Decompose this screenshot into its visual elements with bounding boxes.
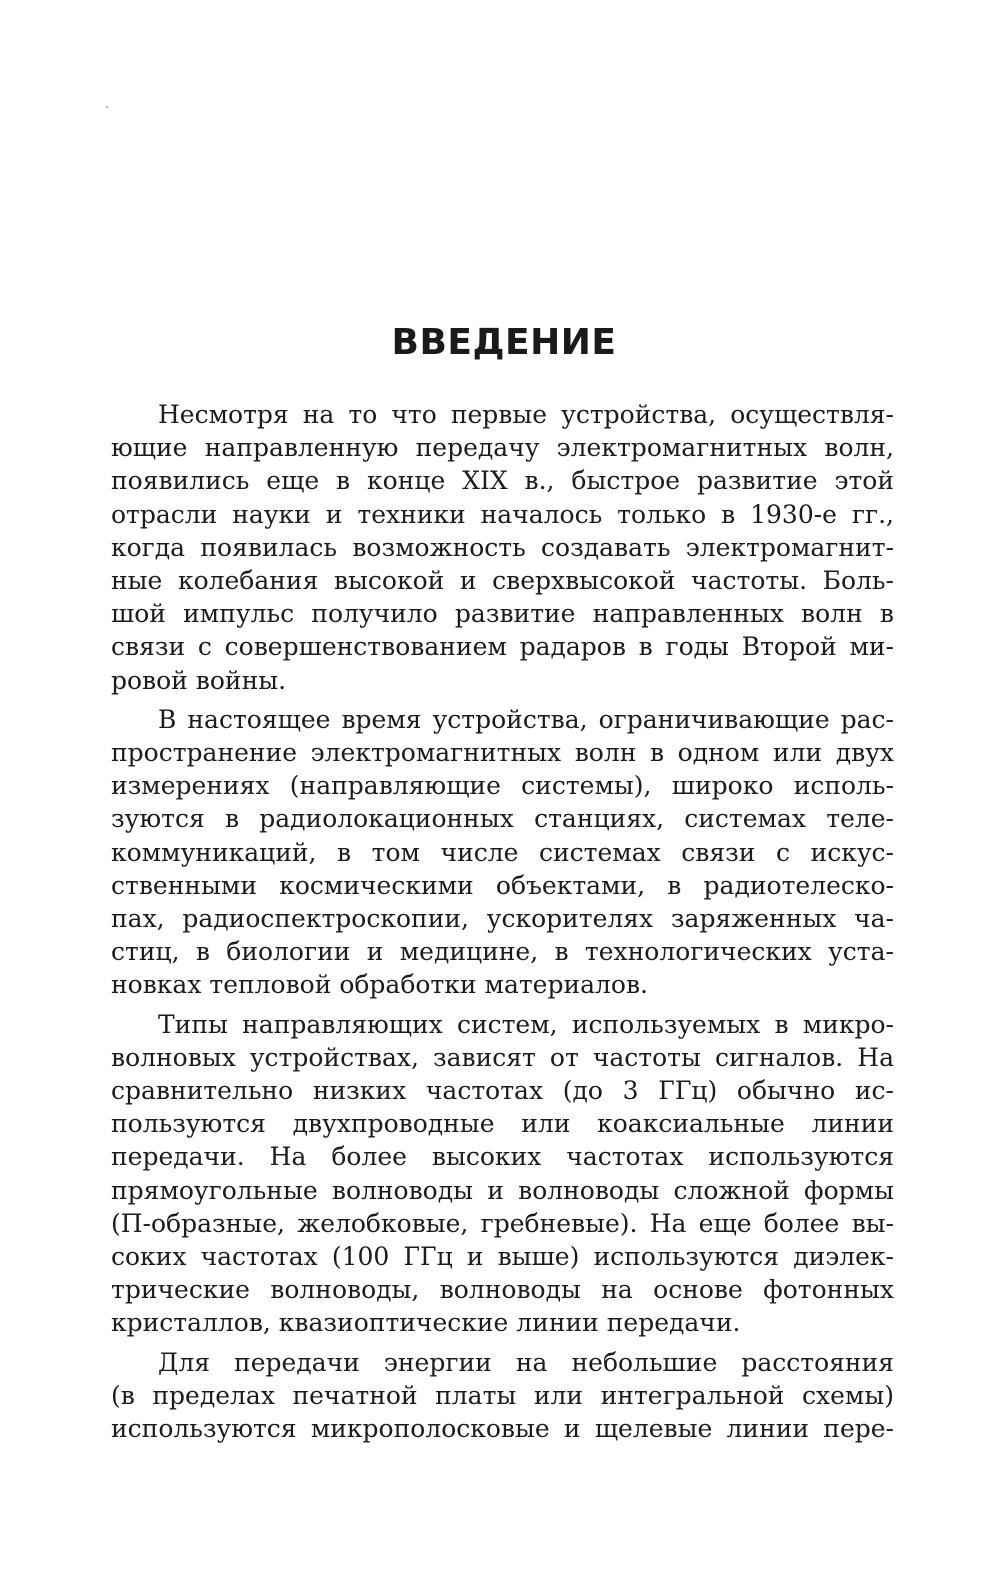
text-line: ющие направленную передачу электромагнитных волн, [111,433,894,463]
text-line: В настоящее время устройства, ограничивающие рас- [158,704,894,734]
text-line: новках тепловой обработки материалов. [111,970,648,1000]
text-line: ровой войны. [111,665,287,695]
paragraph [111,1008,894,1340]
text-line: связи с совершенствованием радаров в годы Второй ми- [111,632,894,662]
text-line: (в пределах печатной платы или интегральной схемы) [111,1380,894,1410]
chapter-title: ВВЕДЕНИЕ [391,322,617,363]
text-line: шой импульс получило развитие направленных волн в [111,599,894,629]
paragraph [111,398,894,697]
text-line: прямоугольные волноводы и волноводы сложной формы [111,1175,894,1205]
text-line: пользуются двухпроводные или коаксиальные линии [111,1109,894,1139]
text-line: пах, радиоспектроскопии, ускорителях заряженных ча- [111,904,894,934]
text-line: Для передачи энергии на небольшие расстояния [158,1347,894,1377]
text-line: измерениях (направляющие системы), широко исполь- [111,771,894,801]
text-line: пространение электромагнитных волн в одном или двух [111,738,894,768]
paragraph [111,1346,894,1446]
text-line: соких частотах (100 ГГц и выше) используются диэлек- [111,1242,894,1272]
text-line: ные колебания высокой и сверхвысокой частоты. Боль- [111,566,894,596]
text-line: когда появилась возможность создавать электромагнит- [111,532,894,562]
text-line: появились еще в конце XIX в., быстрое развитие этой [111,466,894,496]
text-line: Типы направляющих систем, используемых в микро- [158,1009,894,1039]
scan-speck [106,106,108,108]
body-text [111,398,894,1451]
text-line: используются микрополосковые и щелевые линии пере- [111,1414,894,1444]
text-line: волновых устройствах, зависят от частоты сигналов. На [111,1042,894,1072]
text-line: (П-образные, желобковые, гребневые). На еще более вы- [111,1208,894,1238]
text-line: передачи. На более высоких частотах используются [111,1142,894,1172]
text-line: ственными космическими объектами, в радиотелеско- [111,870,894,900]
text-line: стиц, в биологии и медицине, в технологических уста- [111,937,894,967]
text-line: кристаллов, квазиоптические линии передачи. [111,1308,741,1338]
text-line: коммуникаций, в том числе системах связи с искус- [111,837,894,867]
text-line: Несмотря на то что первые устройства, осуществля- [158,400,894,429]
text-line: сравнительно низких частотах (до 3 ГГц) обычно ис- [111,1076,894,1106]
text-line: трические волноводы, волноводы на основе фотонных [111,1275,894,1305]
text-line: зуются в радиолокационных станциях, системах теле- [111,804,894,834]
text-line: отрасли науки и техники началось только в 1930-е гг., [111,499,894,529]
paragraph [111,703,894,1002]
